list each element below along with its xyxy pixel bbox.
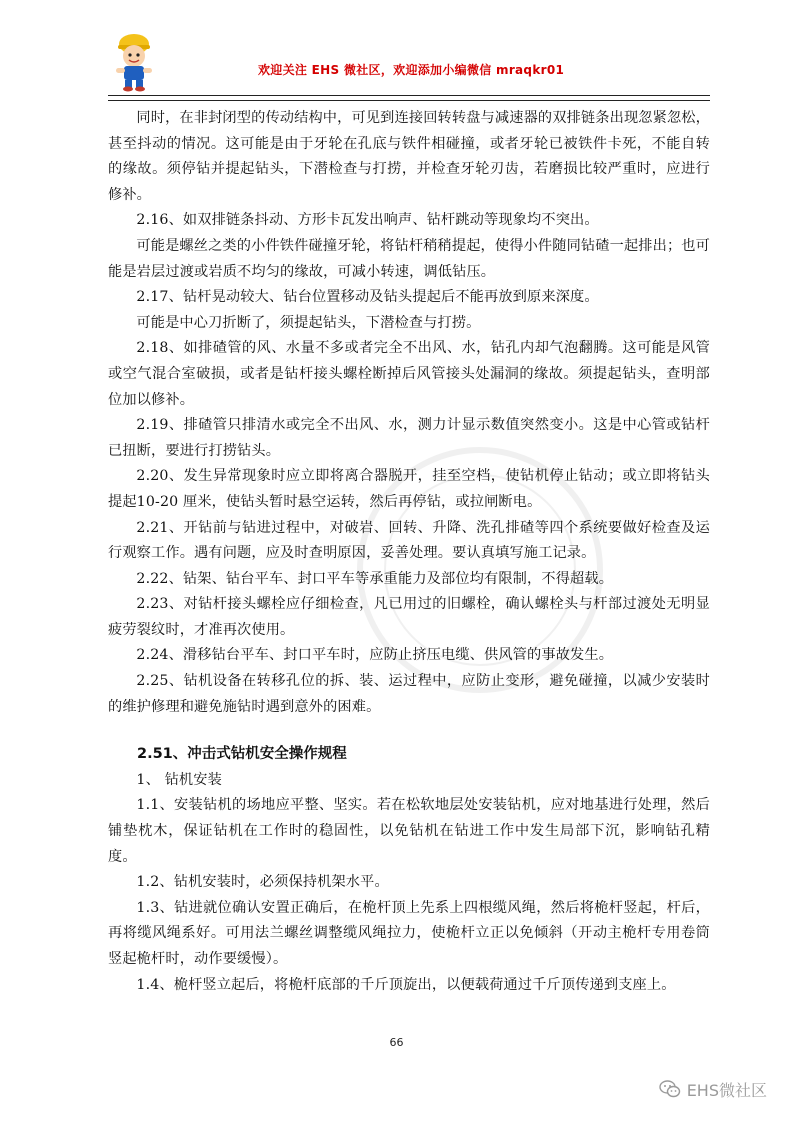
brand-watermark: [659, 1078, 767, 1100]
paragraph: 同时，在非封闭型的传动结构中，可见到连接回转转盘与减速器的双排链条出现忽紧忽松，甚至抖动的情况。这可能是由于牙轮在孔底与铁件相碰撞，或者牙轮已被铁件卡死，不能自转的缘故。须停钻并提起钻头，下潜检查与打捞，并检查牙轮刃齿，若磨损比较严重时，应进行修补。: [108, 110, 710, 203]
paragraph: 2.19、排碴管只排清水或完全不出风、水，测力计显示数值突然变小。这是中心管或钻杆已扭断，要进行打捞钻头。: [108, 417, 710, 459]
paragraph: 2.21、开钻前与钻进过程中，对破岩、回转、升降、洗孔排碴等四个系统要做好检查及运行观察工作。遇有问题，应及时查明原因，妥善处理。要认真填写施工记录。: [108, 519, 710, 562]
wechat-icon: [659, 1079, 681, 1099]
paragraph: 1.3、钻进就位确认安置正确后，在桅杆顶上先系上四根缆风绳，然后将桅杆竖起，杆后，再将缆风绳系好。可用法兰螺丝调整缆风绳拉力，使桅杆立正以免倾斜（开动主桅杆专用卷筒竖起桅杆时，动作要缓慢）。: [108, 899, 710, 967]
paragraph: 2.22、钻架、钻台平车、封口平车等承重能力及部位均有限制，不得超载。: [136, 570, 614, 587]
paragraph: 2.23、对钻杆接头螺栓应仔细检查，凡已用过的旧螺栓，确认螺栓头与杆部过渡处无明显疲劳裂纹时，才准再次使用。: [108, 596, 710, 638]
paragraph: 2.24、滑移钻台平车、封口平车时，应防止挤压电缆、供风管的事故发生。: [136, 647, 614, 664]
paragraph: 可能是中心刀折断了，须提起钻头，下潜检查与打捞。: [136, 314, 481, 331]
header-follow-text: 欢迎关注 EHS 微社区，欢迎添加小编微信 mraqkr01: [258, 63, 565, 77]
mascot-logo-icon: [112, 30, 156, 92]
header-rule-top: [108, 95, 710, 96]
paragraph: 2.20、发生异常现象时应立即将离合器脱开，挂至空档，使钻机停止钻动；或立即将钻头提起10-20 厘米，使钻头暂时悬空运转，然后再停钻，或拉闸断电。: [108, 468, 710, 510]
section-title: 2.51、冲击式钻机安全操作规程: [137, 746, 347, 763]
paragraph: 可能是螺丝之类的小件铁件碰撞牙轮，将钻杆稍稍提起，使得小件随同钻碴一起排出；也可能是岩层过渡或岩质不均匀的缘故，可减小转速，调低钻压。: [108, 237, 710, 280]
paragraph: 2.25、钻机设备在转移孔位的拆、装、运过程中，应防止变形，避免碰撞，以减少安装时的维护修理和避免施钻时遇到意外的困难。: [108, 673, 710, 715]
section-subtitle: 1、 钻机安装: [136, 771, 222, 788]
paragraph: 1.4、桅杆竖立起后，将桅杆底部的千斤顶旋出，以便载荷通过千斤顶传递到支座上。: [136, 976, 676, 993]
paragraph: 2.17、钻杆晃动较大、钻台位置移动及钻头提起后不能再放到原来深度。: [136, 289, 599, 306]
paragraph: 1.2、钻机安装时，必须保持机架水平。: [136, 874, 389, 891]
paragraph: 2.18、如排碴管的风、水量不多或者完全不出风、水，钻孔内却气泡翻腾。这可能是风管或空气混合室破损，或者是钻杆接头螺栓断掉后风管接头处漏洞的缘故。须提起钻头，查明部位加以修补。: [108, 340, 710, 408]
brand-name: EHS微社区: [686, 1080, 767, 1100]
paragraph: 1.1、安装钻机的场地应平整、坚实。若在松软地层处安装钻机，应对地基进行处理，然后铺垫枕木，保证钻机在工作时的稳固性，以免钻机在钻进工作中发生局部下沉，影响钻孔精度。: [108, 797, 710, 865]
paragraph: 2.16、如双排链条抖动、方形卡瓦发出响声、钻杆跳动等现象均不突出。: [136, 212, 599, 229]
page-number: 66: [389, 1036, 404, 1049]
header-rule-bottom: [108, 100, 710, 101]
document-body: [108, 106, 710, 998]
